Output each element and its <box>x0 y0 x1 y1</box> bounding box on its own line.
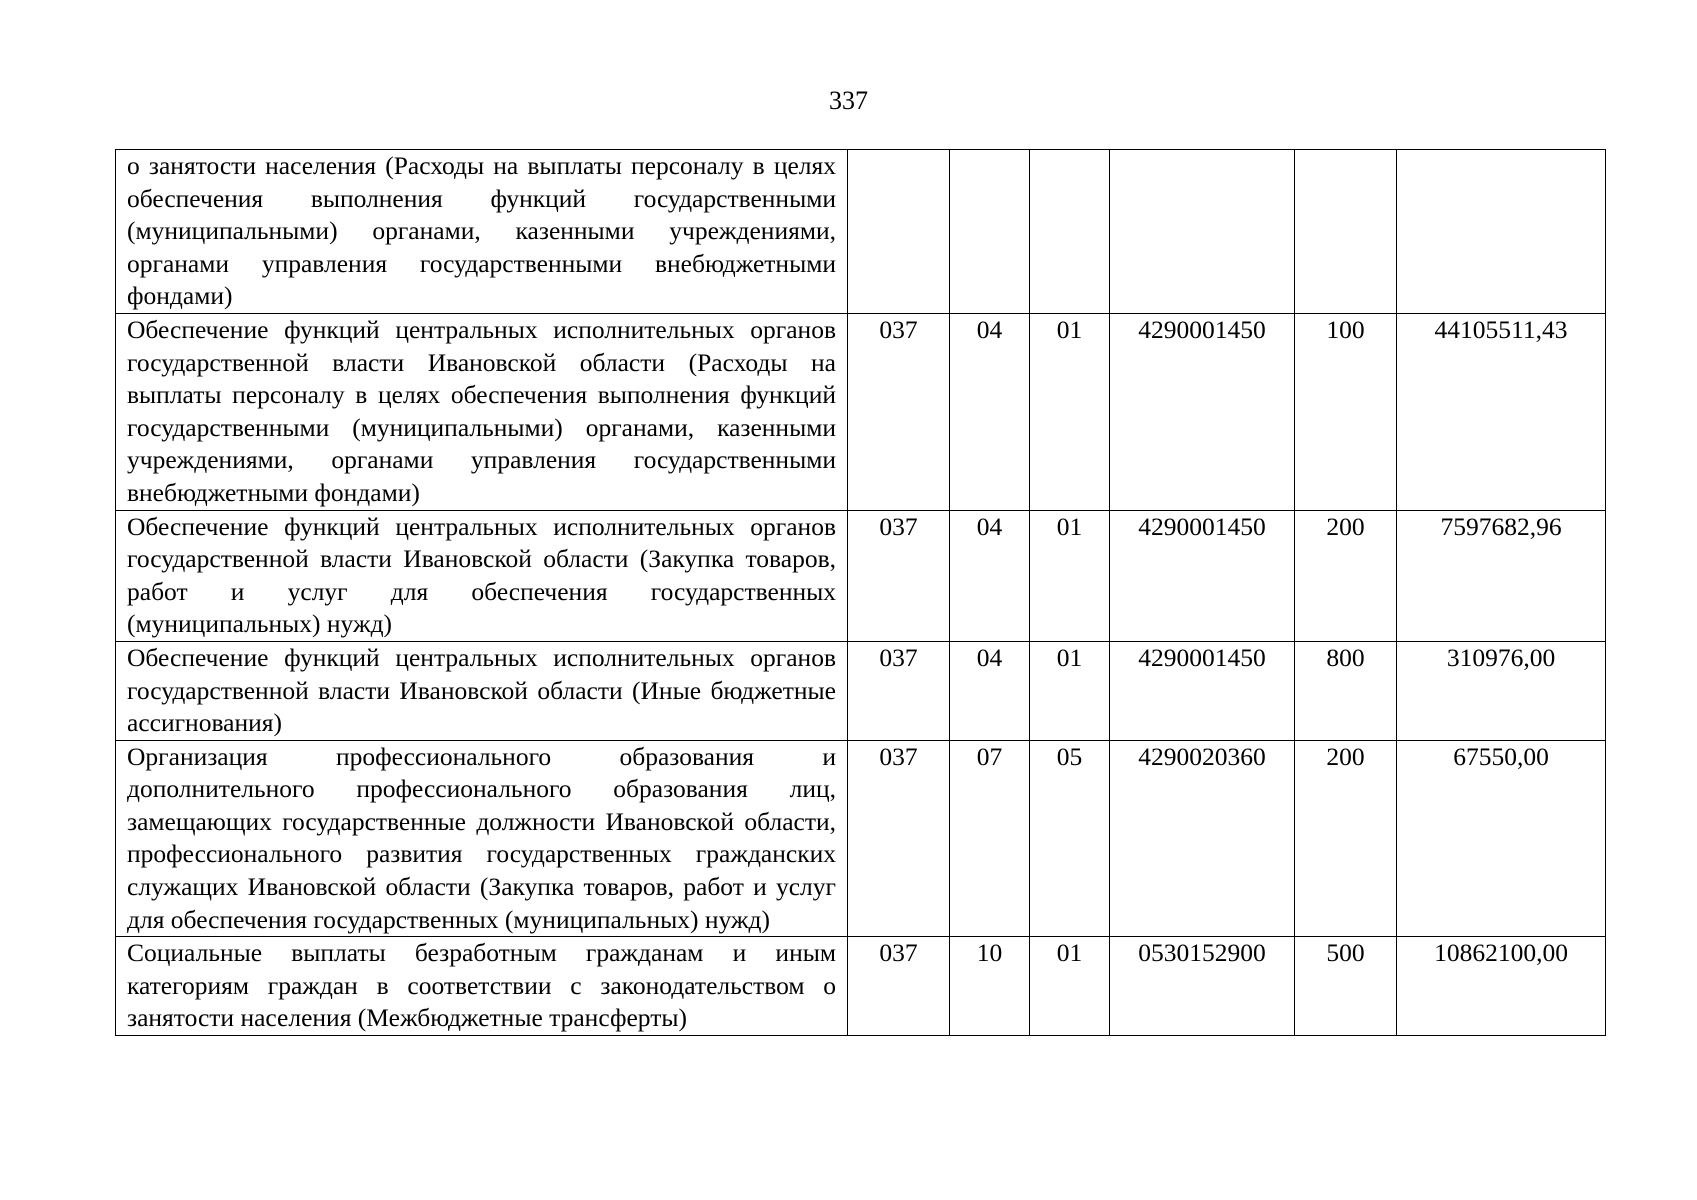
budget-table <box>115 149 1606 1036</box>
row-description: Обеспечение функций центральных исполнительных органов государственной власти Ивановской области (Иные бюджетные ассигнования) <box>116 641 848 740</box>
row-description: Обеспечение функций центральных исполнительных органов государственной власти Ивановской области (Расходы на выплаты персоналу в целях обеспечения выполнения функций государственными (муниципальными) органами, казенными учреждениями, органами управления государственными внебюджетными фондами) <box>116 313 848 510</box>
amount-cell: 44105511,43 <box>1397 313 1606 510</box>
table-row <box>116 510 1606 641</box>
row-description: о занятости населения (Расходы на выплаты персоналу в целях обеспечения выполнения функций государственными (муниципальными) органами, казенными учреждениями, органами управления государственными внебюджетными фондами) <box>116 150 848 314</box>
expense-type-cell: 200 <box>1295 510 1397 641</box>
row-description: Организация профессионального образования и дополнительного профессионального образования лиц, замещающих государственные должности Ивановской области, профессионального развития государственных гражданских служащих Ивановской области (Закупка товаров, работ и услуг для обеспечения государственных (муниципальных) нужд) <box>116 740 848 937</box>
subsection-code-cell: 05 <box>1030 740 1110 937</box>
target-article-cell: 4290001450 <box>1110 313 1295 510</box>
subsection-code-cell: 01 <box>1030 641 1110 740</box>
ministry-code-cell: 037 <box>848 740 950 937</box>
subsection-code-cell: 01 <box>1030 510 1110 641</box>
amount-cell: 67550,00 <box>1397 740 1606 937</box>
ministry-code-cell: 037 <box>848 313 950 510</box>
subsection-code-cell <box>1030 150 1110 314</box>
target-article-cell: 4290020360 <box>1110 740 1295 937</box>
expense-type-cell <box>1295 150 1397 314</box>
expense-type-cell: 100 <box>1295 313 1397 510</box>
ministry-code-cell: 037 <box>848 937 950 1036</box>
expense-type-cell: 200 <box>1295 740 1397 937</box>
ministry-code-cell: 037 <box>848 510 950 641</box>
amount-cell: 310976,00 <box>1397 641 1606 740</box>
row-description: Обеспечение функций центральных исполнительных органов государственной власти Ивановской области (Закупка товаров, работ и услуг для обеспечения государственных (муниципальных) нужд) <box>116 510 848 641</box>
expense-type-cell: 800 <box>1295 641 1397 740</box>
table-row <box>116 740 1606 937</box>
target-article-cell: 4290001450 <box>1110 510 1295 641</box>
ministry-code-cell <box>848 150 950 314</box>
table-row <box>116 150 1606 314</box>
table-row <box>116 313 1606 510</box>
table-row <box>116 937 1606 1036</box>
section-code-cell: 04 <box>950 510 1030 641</box>
target-article-cell <box>1110 150 1295 314</box>
table-row <box>116 641 1606 740</box>
subsection-code-cell: 01 <box>1030 313 1110 510</box>
section-code-cell: 04 <box>950 641 1030 740</box>
amount-cell: 7597682,96 <box>1397 510 1606 641</box>
expense-type-cell: 500 <box>1295 937 1397 1036</box>
ministry-code-cell: 037 <box>848 641 950 740</box>
target-article-cell: 4290001450 <box>1110 641 1295 740</box>
section-code-cell <box>950 150 1030 314</box>
section-code-cell: 10 <box>950 937 1030 1036</box>
amount-cell: 10862100,00 <box>1397 937 1606 1036</box>
section-code-cell: 07 <box>950 740 1030 937</box>
row-description: Социальные выплаты безработным гражданам и иным категориям граждан в соответствии с законодательством о занятости населения (Межбюджетные трансферты) <box>116 937 848 1036</box>
target-article-cell: 0530152900 <box>1110 937 1295 1036</box>
subsection-code-cell: 01 <box>1030 937 1110 1036</box>
section-code-cell: 04 <box>950 313 1030 510</box>
amount-cell <box>1397 150 1606 314</box>
page-number: 337 <box>829 86 868 115</box>
